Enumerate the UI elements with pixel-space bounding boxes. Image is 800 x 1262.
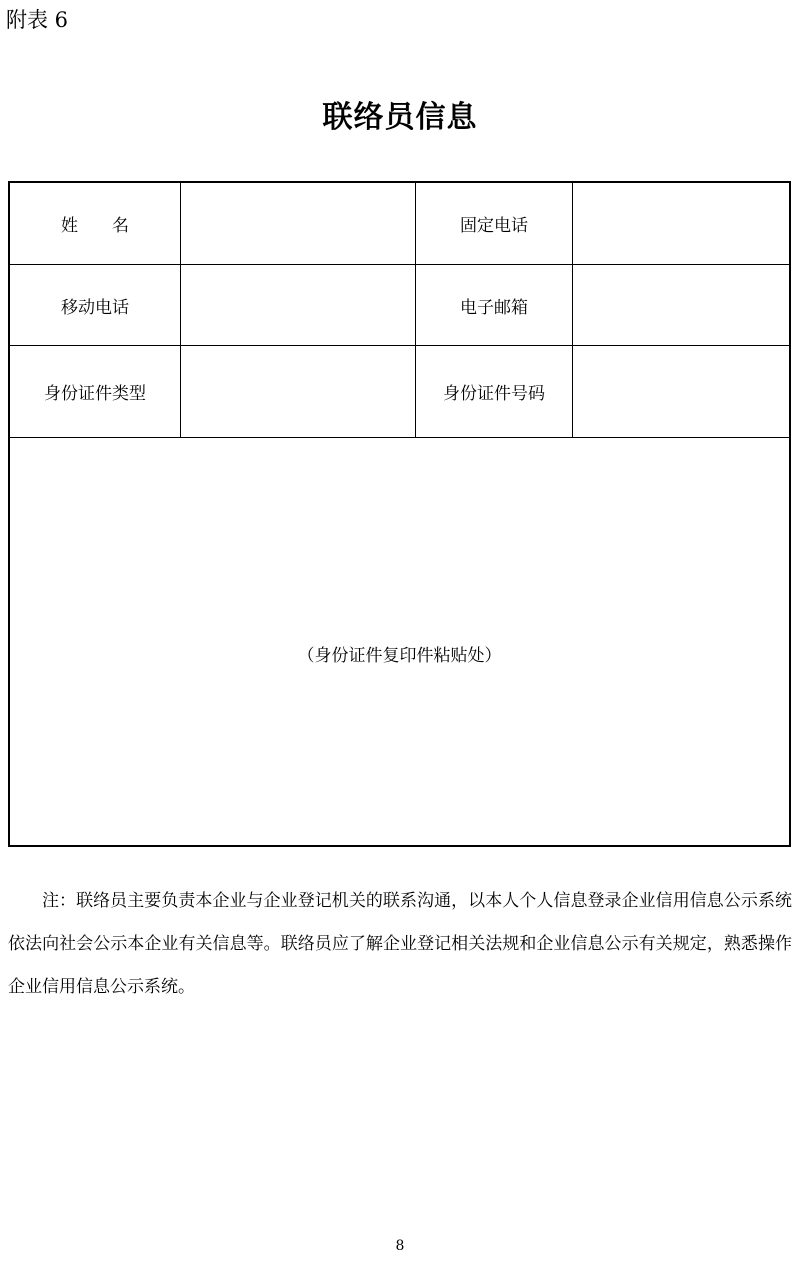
label-mobile-phone: 移动电话: [61, 297, 129, 318]
label-id-type: 身份证件类型: [44, 384, 146, 404]
name-field[interactable]: [181, 183, 415, 264]
label-email: 电子邮箱: [460, 297, 528, 318]
label-id-number: 身份证件号码: [443, 384, 545, 404]
contact-info-form: [8, 181, 791, 847]
note-text: 注：联络员主要负责本企业与企业登记机关的联系沟通，以本人个人信息登录企业信用信息公示系统依法向社会公示本企业有关信息等。联络员应了解企业登记相关法规和企业信息公示有关规定，熟悉操作企业信用信息公示系统。: [8, 891, 792, 997]
page-title: 联络员信息: [322, 100, 478, 135]
label-name: 姓 名: [61, 216, 129, 236]
appendix-label: 附表 6: [6, 8, 69, 32]
mobile-phone-field[interactable]: [181, 265, 415, 345]
label-landline-phone: 固定电话: [460, 216, 528, 236]
email-field[interactable]: [573, 265, 789, 345]
id-copy-paste-area-label: （身份证件复印件粘贴处）: [297, 646, 502, 666]
landline-phone-field[interactable]: [573, 183, 789, 264]
id-type-field[interactable]: [181, 346, 415, 437]
id-number-field[interactable]: [573, 346, 789, 437]
page-number: 8: [395, 1238, 405, 1254]
